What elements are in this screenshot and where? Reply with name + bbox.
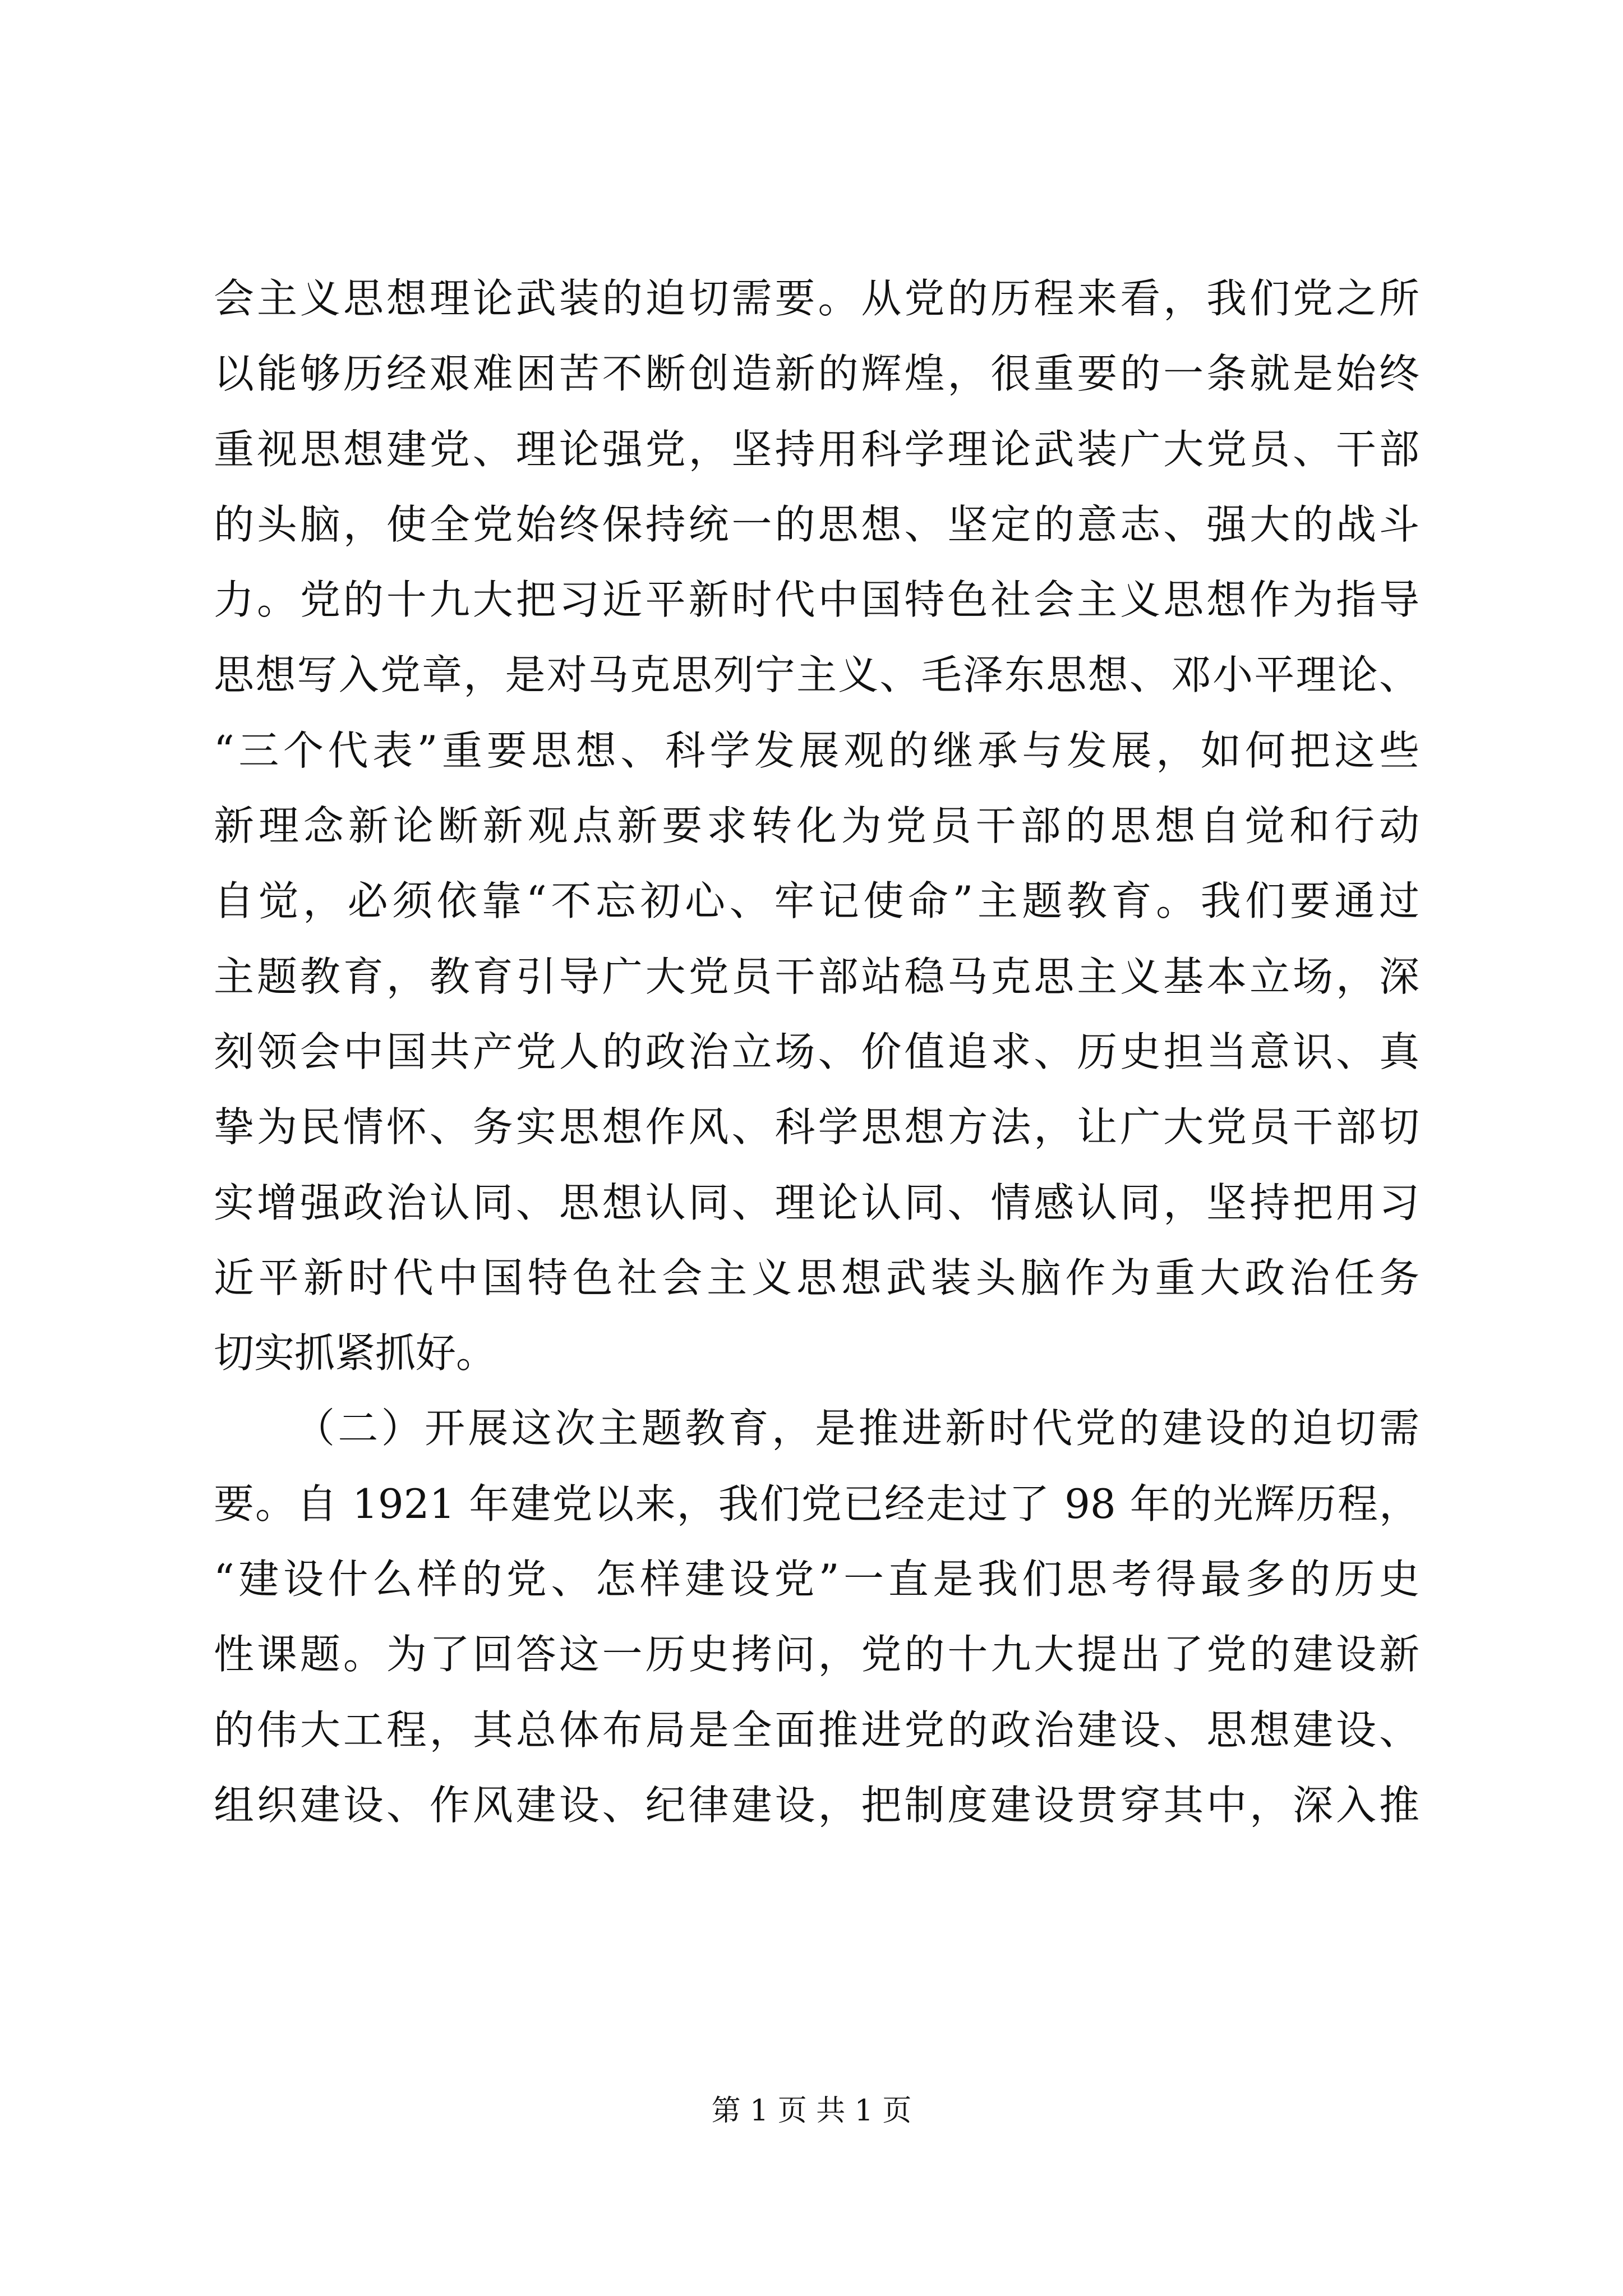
text-line: “三个代表”重要思想、科学发展观的继承与发展，如何把这些 bbox=[214, 726, 1419, 774]
text-line: 挚为民情怀、务实思想作风、科学思想方法，让广大党员干部切 bbox=[214, 1103, 1419, 1151]
text-line: 性课题。为了回答这一历史拷问，党的十九大提出了党的建设新 bbox=[214, 1631, 1419, 1678]
body-text bbox=[214, 261, 1419, 1843]
section-heading-line: （二）开展这次主题教育，是推进新时代党的建设的迫切需 bbox=[294, 1405, 1419, 1452]
text-line: 以能够历经艰难困苦不断创造新的辉煌，很重要的一条就是始终 bbox=[214, 350, 1419, 398]
text-line: “建设什么样的党、怎样建设党”一直是我们思考得最多的历史 bbox=[214, 1556, 1419, 1603]
text-line: 新理念新论断新观点新要求转化为党员干部的思想自觉和行动 bbox=[214, 802, 1419, 850]
text-line: 的伟大工程，其总体布局是全面推进党的政治建设、思想建设、 bbox=[214, 1706, 1419, 1754]
text-line: 的头脑，使全党始终保持统一的思想、坚定的意志、强大的战斗 bbox=[214, 500, 1419, 548]
paragraph-end-line: 切实抓紧抓好。 bbox=[214, 1329, 497, 1377]
text-line: 重视思想建党、理论强党，坚持用科学理论武装广大党员、干部 bbox=[214, 425, 1419, 473]
text-line: 自觉，必须依靠“不忘初心、牢记使命”主题教育。我们要通过 bbox=[214, 877, 1419, 925]
text-line: 实增强政治认同、思想认同、理论认同、情感认同，坚持把用习 bbox=[214, 1179, 1419, 1226]
text-line: 近平新时代中国特色社会主义思想武装头脑作为重大政治任务 bbox=[214, 1254, 1419, 1301]
text-line: 刻领会中国共产党人的政治立场、价值追求、历史担当意识、真 bbox=[214, 1028, 1419, 1075]
text-line: 主题教育，教育引导广大党员干部站稳马克思主义基本立场，深 bbox=[214, 953, 1419, 1000]
page-footer: 第 1 页 共 1 页 bbox=[711, 2094, 912, 2128]
text-line: 组织建设、作风建设、纪律建设，把制度建设贯穿其中，深入推 bbox=[214, 1781, 1419, 1829]
text-line: 力。党的十九大把习近平新时代中国特色社会主义思想作为指导 bbox=[214, 576, 1419, 624]
text-line: 思想写入党章，是对马克思列宁主义、毛泽东思想、邓小平理论、 bbox=[214, 651, 1419, 699]
text-line: 会主义思想理论武装的迫切需要。从党的历程来看，我们党之所 bbox=[214, 275, 1419, 322]
text-line: 要。自 1921 年建党以来，我们党已经走过了 98 年的光辉历程， bbox=[214, 1480, 1419, 1527]
